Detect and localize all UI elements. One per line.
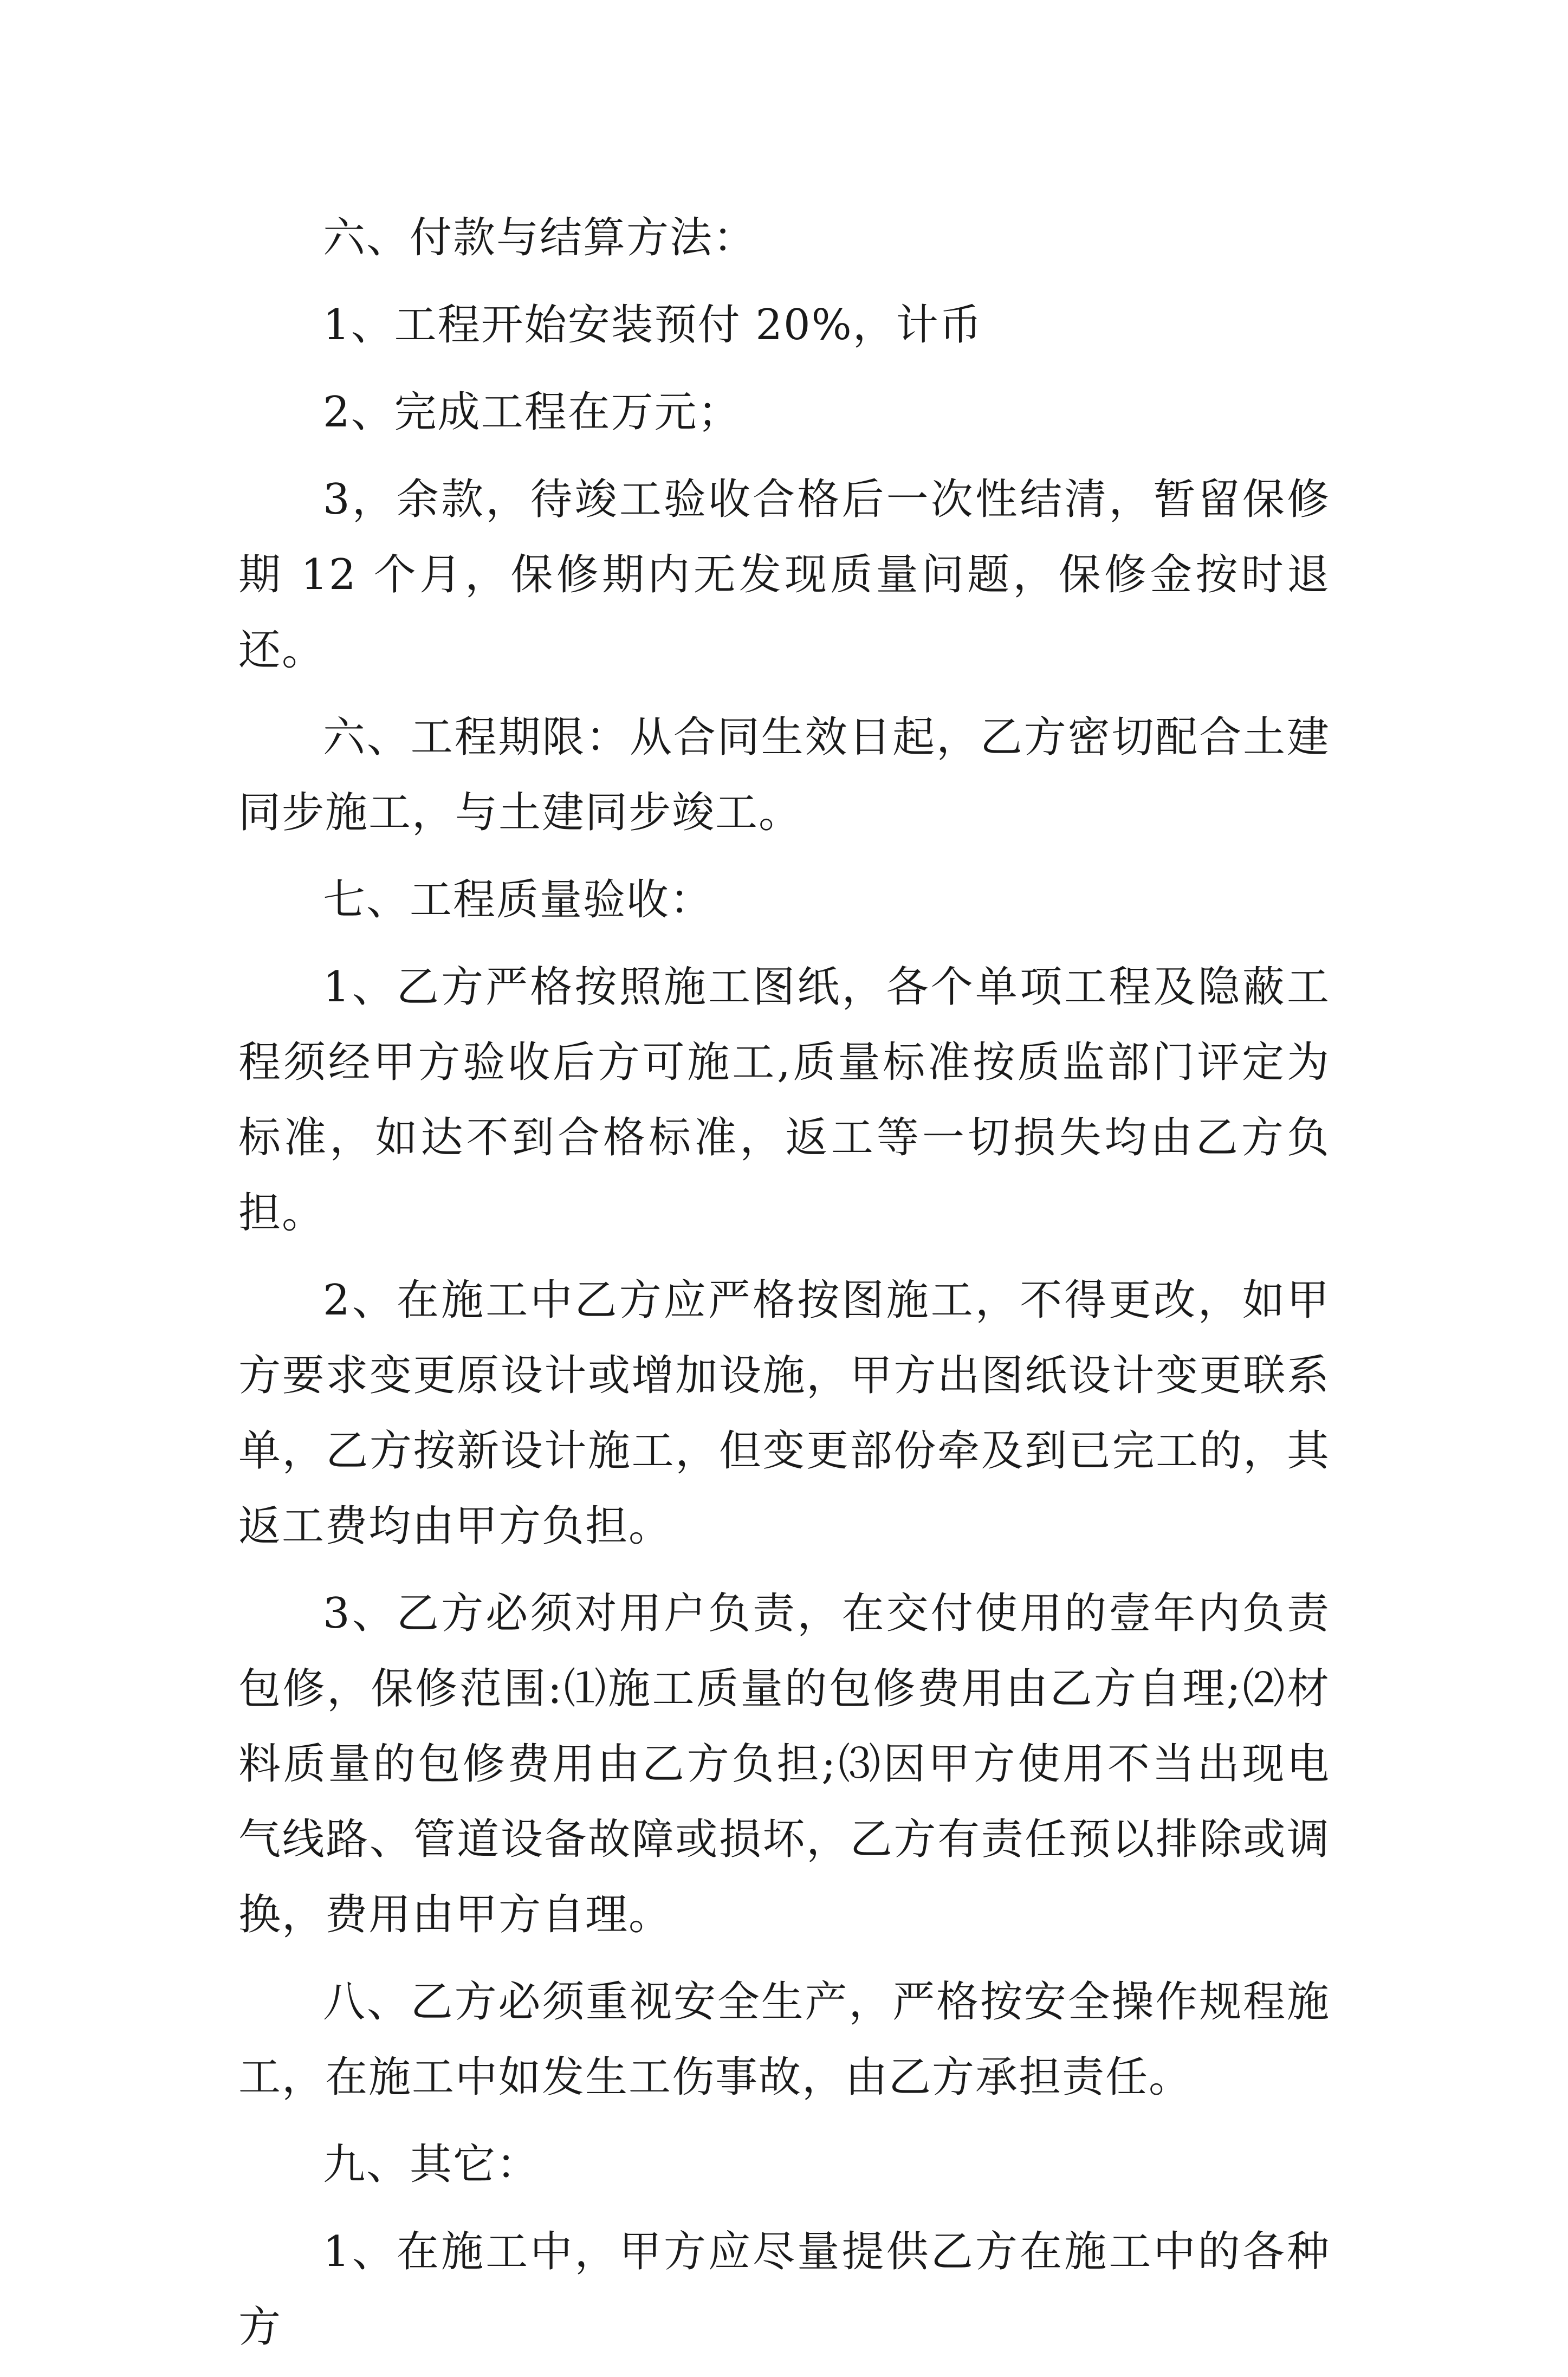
- paragraph-quality-item-1: 1、乙方严格按照施工图纸，各个单项工程及隐蔽工程须经甲方验收后方可施工,质量标准按质监部门评定为标准，如达不到合格标准，返工等一切损失均由乙方负担。: [238, 963, 1330, 1238]
- paragraph-quality-item-2: 2、在施工中乙方应严格按图施工，不得更改，如甲方要求变更原设计或增加设施，甲方出图纸设计变更联系单，乙方按新设计施工，但变更部份牵及到已完工的，其返工费均由甲方负担。: [238, 1276, 1330, 1551]
- document-body: [238, 200, 1330, 2377]
- paragraph-safety: 八、乙方必须重视安全生产，严格按安全操作规程施工，在施工中如发生工伤事故，由乙方承担责任。: [238, 1978, 1330, 2102]
- paragraph-payment-heading: 六、付款与结算方法：: [323, 213, 757, 262]
- paragraph-other-item-1: 1、在施工中，甲方应尽量提供乙方在施工中的各种方: [238, 2227, 1330, 2352]
- paragraph-quality-heading: 七、工程质量验收：: [323, 876, 714, 924]
- paragraph-other-heading: 九、其它：: [323, 2140, 540, 2189]
- paragraph-project-period: 六、工程期限：从合同生效日起，乙方密切配合土建同步施工，与土建同步竣工。: [238, 713, 1330, 837]
- paragraph-payment-item-2: 2、完成工程在万元；: [323, 388, 741, 437]
- paragraph-quality-item-3: 3、乙方必须对用户负责，在交付使用的壹年内负责包修，保修范围:⑴施工质量的包修费用由乙方自理;⑵材料质量的包修费用由乙方负担;⑶因甲方使用不当出现电气线路、管道设备故障或损坏，乙方有责任预以排除或调换，费用由甲方自理。: [238, 1589, 1330, 1939]
- paragraph-payment-item-1: 1、工程开始安装预付 20%，计币: [323, 301, 983, 349]
- paragraph-payment-item-3: 3，余款，待竣工验收合格后一次性结清，暂留保修期 12 个月，保修期内无发现质量问题，保修金按时退还。: [238, 475, 1330, 675]
